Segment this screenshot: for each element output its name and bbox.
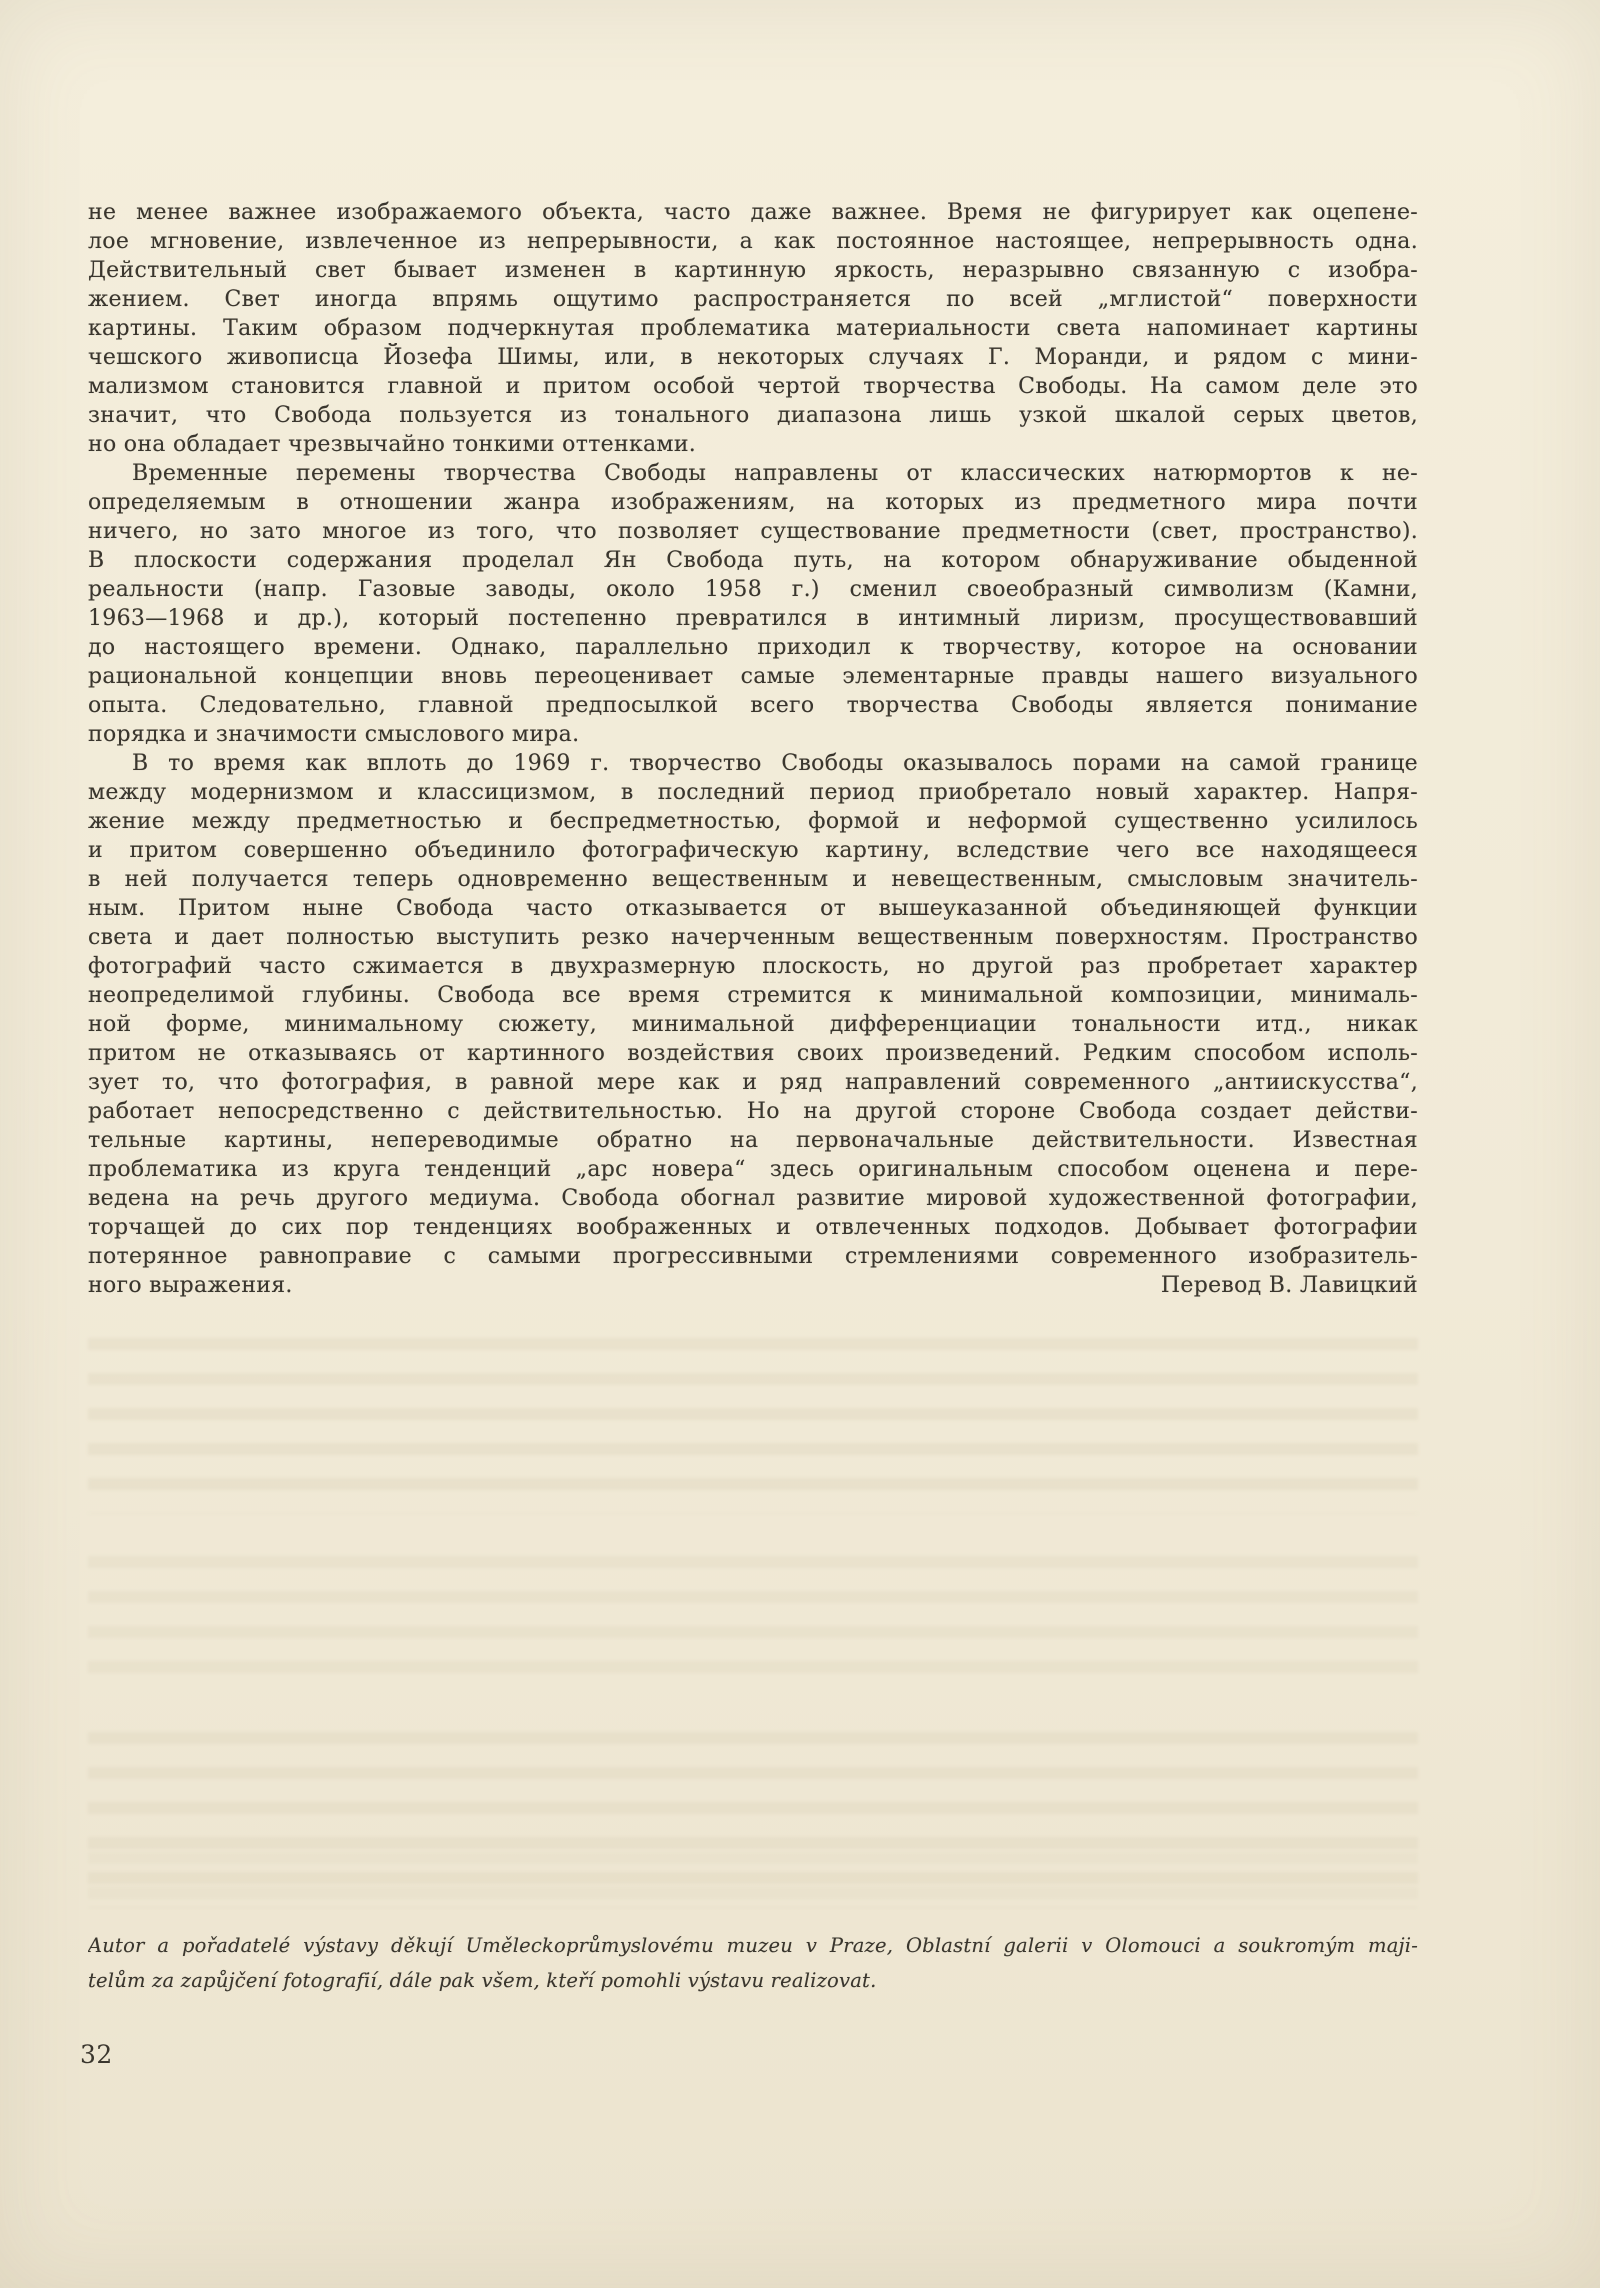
text-line: Autor a pořadatelé výstavy děkují Uměleckoprůmyslovému muzeu v Praze, Oblastní galerii v Olomouci a soukromým maji-	[88, 1934, 1418, 1957]
paragraph-3	[88, 749, 1418, 1271]
text-line: telům za zapůjčení fotografií, dále pak všem, kteří pomohli výstavu realizovat.	[88, 1969, 877, 1992]
text-line: порядка и значимости смыслового мира.	[88, 722, 580, 747]
text-line: В то время как вплоть до 1969 г. творчество Свободы оказывалось порами на самой границе	[132, 751, 1418, 776]
text-line: в ней получается теперь одновременно вещественным и невещественным, смысловым значитель-	[88, 867, 1418, 892]
translator-credit: Перевод В. Лавицкий	[1160, 1273, 1418, 1298]
text-line: определяемым в отношении жанра изображениям, на которых из предметного мира почти	[88, 490, 1418, 515]
text-line: проблематика из круга тенденций „арс новера“ здесь оригинальным способом оценена и пере-	[88, 1157, 1418, 1182]
text-line: значит, что Свобода пользуется из тонального диапазона лишь узкой шкалой серых цветов,	[88, 403, 1418, 428]
text-line: но она обладает чрезвычайно тонкими оттенками.	[88, 432, 697, 457]
text-line: лое мгновение, извлеченное из непрерывности, а как постоянное настоящее, непрерывность одна.	[88, 229, 1418, 254]
text-line: работает непосредственно с действительностью. Но на другой стороне Свобода создает действи-	[88, 1099, 1418, 1124]
text-line: между модернизмом и классицизмом, в последний период приобретало новый характер. Напря-	[88, 780, 1418, 805]
text-line: не менее важнее изображаемого объекта, часто даже важнее. Время не фигурирует как оцепене-	[88, 200, 1418, 225]
paragraph-2	[88, 459, 1418, 749]
text-line: зует то, что фотография, в равной мере как и ряд направлений современного „антиискусства“,	[88, 1070, 1418, 1095]
text-line: 1963—1968 и др.), который постепенно превратился в интимный лиризм, просуществовавший	[88, 606, 1418, 631]
text-line: ничего, но зато многое из того, что позволяет существование предметности (свет, пространство).	[88, 519, 1418, 544]
text-line: жением. Свет иногда впрямь ощутимо распространяется по всей „мглистой“ поверхности	[88, 287, 1418, 312]
text-line: картины. Таким образом подчеркнутая проблематика материальности света напоминает картины	[88, 316, 1418, 341]
closing-line	[88, 1271, 1418, 1300]
text-line: ной форме, минимальному сюжету, минимальной дифференциации тональности итд., никак	[88, 1012, 1418, 1037]
text-line: ным. Притом ныне Свобода часто отказывается от вышеуказанной объединяющей функции	[88, 896, 1418, 921]
text-line: торчащей до сих пор тенденциях воображенных и отвлеченных подходов. Добывает фотографии	[88, 1215, 1418, 1240]
text-line: рациональной концепции вновь переоценивает самые элементарные правды нашего визуального	[88, 664, 1418, 689]
bleedthrough-text-block	[88, 1556, 1418, 1696]
text-line: В плоскости содержания проделал Ян Свобода путь, на котором обнаруживание обыденной	[88, 548, 1418, 573]
text-line: Действительный свет бывает изменен в картинную яркость, неразрывно связанную с изобра-	[88, 258, 1418, 283]
paragraph-1	[88, 198, 1418, 459]
acknowledgement-note	[88, 1928, 1418, 1998]
text-line: до настоящего времени. Однако, параллельно приходил к творчеству, которое на основании	[88, 635, 1418, 660]
text-line: потерянное равноправие с самыми прогрессивными стремлениями современного изобразитель-	[88, 1244, 1418, 1269]
bleedthrough-text-block	[88, 1338, 1418, 1514]
text-line: неопределимой глубины. Свобода все время стремится к минимальной композиции, минималь-	[88, 983, 1418, 1008]
article-text	[88, 198, 1418, 1300]
text-line: ведена на речь другого медиума. Свобода обогнал развитие мировой художественной фотографии,	[88, 1186, 1418, 1211]
text-line: фотографий часто сжимается в двухразмерную плоскость, но другой раз пробретает характер	[88, 954, 1418, 979]
text-line: реальности (напр. Газовые заводы, около 1958 г.) сменил своеобразный символизм (Камни,	[88, 577, 1418, 602]
text-line: чешского живописца Йозефа Шимы, или, в некоторых случаях Г. Моранди, и рядом с мини-	[88, 345, 1418, 370]
text-line: мализмом становится главной и притом особой чертой творчества Свободы. На самом деле это	[88, 374, 1418, 399]
text-line: и притом совершенно объединило фотографическую картину, вследствие чего все находящееся	[88, 838, 1418, 863]
text-line: тельные картины, непереводимые обратно на первоначальные действительности. Известная	[88, 1128, 1418, 1153]
page-number: 32	[80, 2040, 113, 2069]
text-line: опыта. Следовательно, главной предпосылкой всего творчества Свободы является понимание	[88, 693, 1418, 718]
text-line: света и дает полностью выступить резко начерченным вещественным поверхностям. Пространство	[88, 925, 1418, 950]
bleedthrough-text-block	[88, 1852, 1418, 1922]
text-line: Временные перемены творчества Свободы направлены от классических натюрмортов к не-	[132, 461, 1418, 486]
paragraph-3-last-line: ного выражения.	[88, 1273, 293, 1298]
text-line: притом не отказываясь от картинного воздействия своих произведений. Редким способом исполь-	[88, 1041, 1418, 1066]
text-line: жение между предметностью и беспредметностью, формой и неформой существенно усилилось	[88, 809, 1418, 834]
